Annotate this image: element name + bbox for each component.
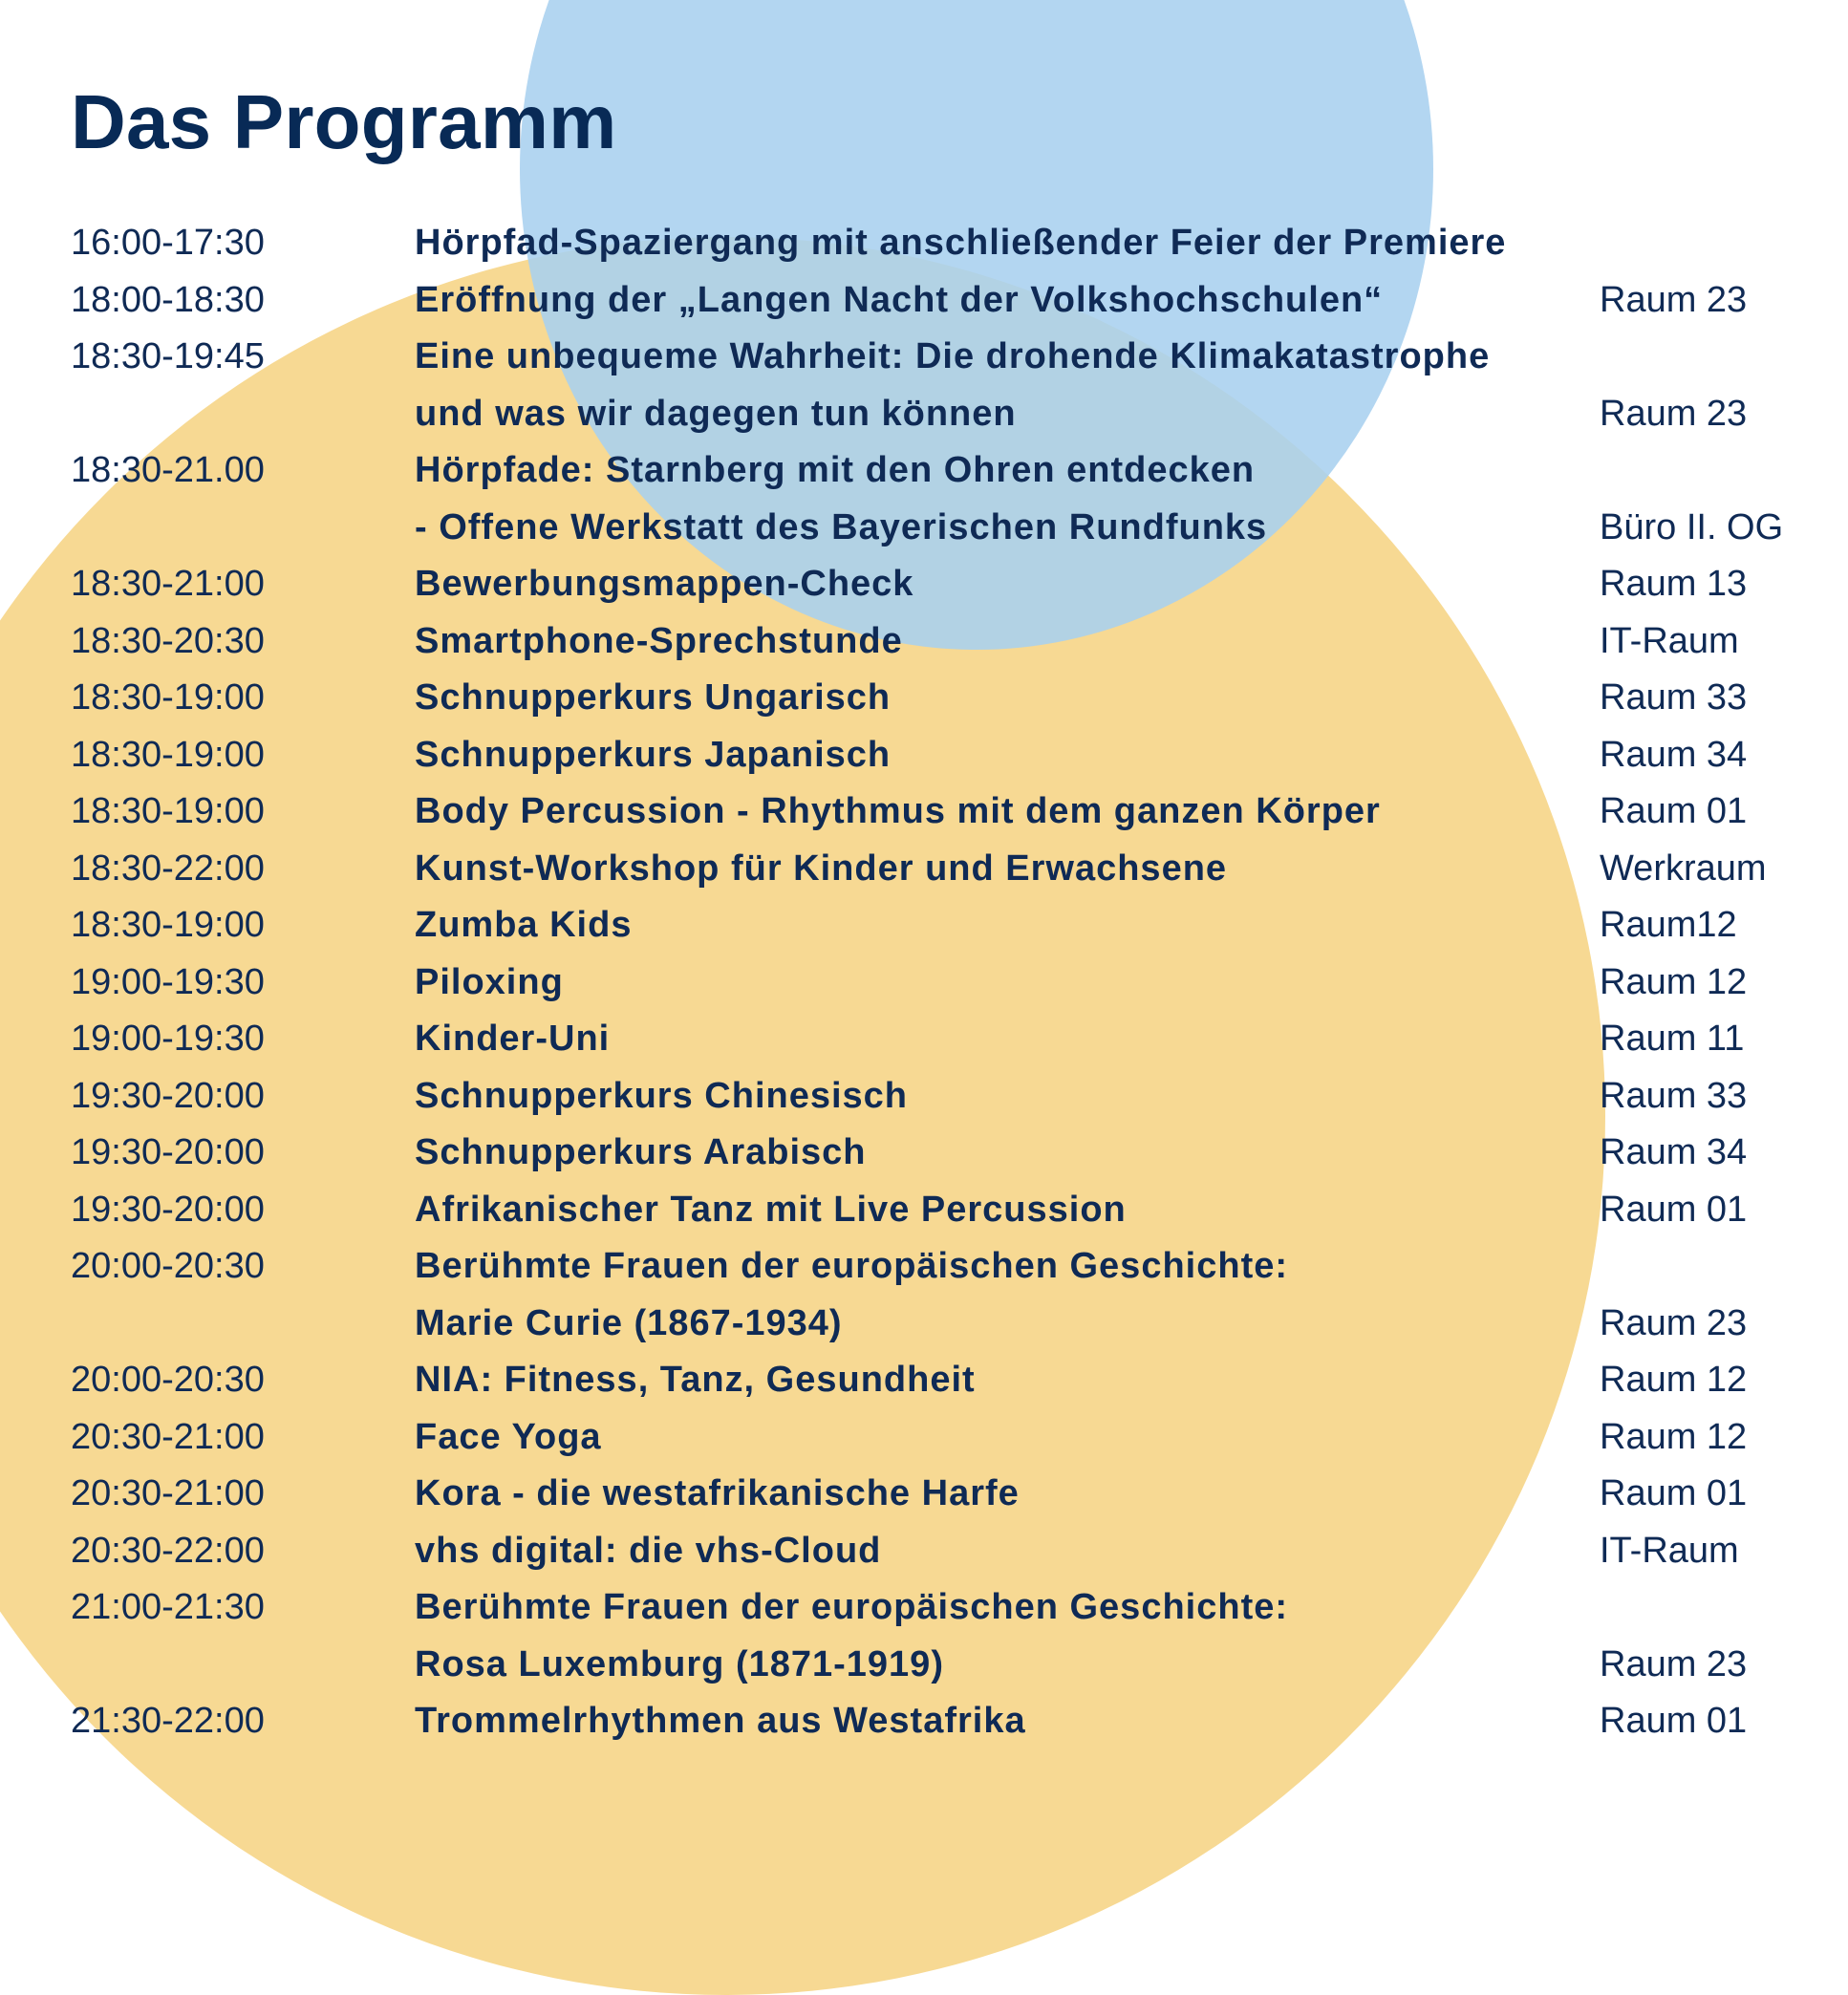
time-slot: 19:30-20:00 [71, 1189, 265, 1230]
event-title-line: Trommelrhythmen aus Westafrika [415, 1701, 1026, 1741]
time-slot: 18:30-20:30 [71, 620, 265, 661]
event-title-line: Berühmte Frauen der europäischen Geschichte: [415, 1587, 1289, 1627]
event-title [415, 670, 1600, 727]
room-cell [1600, 215, 1810, 272]
time-slot: 18:30-19:00 [71, 734, 265, 775]
room-cell [1600, 1068, 1810, 1126]
program-row [71, 1523, 1810, 1580]
event-title-line: Bewerbungsmappen-Check [415, 564, 914, 604]
room-cell [1600, 1409, 1810, 1467]
event-title-line: Hörpfade: Starnberg mit den Ohren entdecken [415, 450, 1256, 490]
time-slot: 18:30-19:00 [71, 677, 265, 718]
event-title [415, 329, 1600, 442]
room-cell [1600, 329, 1810, 442]
room-label: Raum 34 [1600, 1132, 1748, 1172]
room-label: IT-Raum [1600, 1530, 1739, 1571]
program-row [71, 1068, 1810, 1126]
event-title [415, 783, 1600, 841]
event-title [415, 613, 1600, 671]
room-label: Raum 13 [1600, 564, 1748, 604]
event-title [415, 1182, 1600, 1239]
room-label: Raum 12 [1600, 1360, 1748, 1400]
time-slot: 18:30-19:00 [71, 905, 265, 945]
event-title-line: Kora - die westafrikanische Harfe [415, 1473, 1020, 1513]
event-title [415, 272, 1600, 330]
room-cell [1600, 442, 1810, 556]
event-title-line: Hörpfad-Spaziergang mit anschließender Feier der Premiere [415, 223, 1507, 263]
time-slot: 20:30-22:00 [71, 1530, 265, 1571]
time-slot: 20:30-21:00 [71, 1416, 265, 1457]
event-title-line: NIA: Fitness, Tanz, Gesundheit [415, 1360, 976, 1400]
room-label: Büro II. OG [1600, 506, 1784, 547]
time-slot: 18:30-21:00 [71, 564, 265, 604]
time-slot: 18:00-18:30 [71, 279, 265, 320]
program-row [71, 1352, 1810, 1409]
event-title-line: Kunst-Workshop für Kinder und Erwachsene [415, 847, 1228, 889]
room-cell [1600, 1238, 1810, 1352]
program-row [71, 1409, 1810, 1467]
event-title [415, 556, 1600, 613]
room-label: Raum12 [1600, 905, 1737, 945]
event-title [415, 727, 1600, 784]
event-title-line: Schnupperkurs Chinesisch [415, 1075, 909, 1116]
room-label: Raum 23 [1600, 279, 1748, 320]
room-label: Raum 34 [1600, 734, 1748, 775]
event-title [415, 1125, 1600, 1182]
room-cell [1600, 783, 1810, 841]
event-title [415, 1409, 1600, 1467]
program-row [71, 613, 1810, 671]
room-cell [1600, 1523, 1810, 1580]
program-row [71, 1693, 1810, 1750]
event-title [415, 1523, 1600, 1580]
program-row [71, 955, 1810, 1012]
time-slot: 19:00-19:30 [71, 1019, 265, 1059]
room-label: Raum 33 [1600, 677, 1748, 718]
program-row [71, 215, 1810, 272]
time-slot: 19:00-19:30 [71, 961, 265, 1002]
program-row [71, 1466, 1810, 1523]
event-title-line: Schnupperkurs Japanisch [415, 734, 892, 775]
event-title-line: Rosa Luxemburg (1871-1919) [415, 1643, 944, 1684]
program-row [71, 329, 1810, 442]
room-cell [1600, 670, 1810, 727]
event-title-line: und was wir dagegen tun können [415, 393, 1017, 434]
room-cell [1600, 1011, 1810, 1068]
event-title-line: Afrikanischer Tanz mit Live Percussion [415, 1189, 1127, 1230]
event-title [415, 1068, 1600, 1126]
time-slot: 21:00-21:30 [71, 1587, 265, 1627]
program-row [71, 442, 1810, 556]
room-label: Raum 33 [1600, 1075, 1748, 1116]
event-title-line: Face Yoga [415, 1416, 602, 1457]
time-slot: 20:00-20:30 [71, 1246, 265, 1286]
room-cell [1600, 897, 1810, 955]
event-title [415, 215, 1600, 272]
program-list [71, 215, 1810, 1750]
room-label: Raum 01 [1600, 1473, 1748, 1513]
event-title [415, 1693, 1600, 1750]
program-row [71, 1579, 1810, 1693]
room-cell [1600, 1182, 1810, 1239]
room-label: Raum 23 [1600, 1643, 1748, 1684]
room-cell [1600, 613, 1810, 671]
room-label: Raum 12 [1600, 1416, 1748, 1457]
program-row [71, 1125, 1810, 1182]
event-title [415, 1011, 1600, 1068]
program-row [71, 1011, 1810, 1068]
time-slot: 18:30-19:45 [71, 336, 265, 376]
event-title-line: Eröffnung der „Langen Nacht der Volkshochschulen“ [415, 279, 1384, 320]
room-label: Raum 12 [1600, 961, 1748, 1002]
room-label: Raum 01 [1600, 1189, 1748, 1230]
event-title [415, 1352, 1600, 1409]
program-row [71, 841, 1810, 898]
time-slot: 21:30-22:00 [71, 1701, 265, 1741]
program-row [71, 1238, 1810, 1352]
event-title [415, 1466, 1600, 1523]
room-label: IT-Raum [1600, 620, 1739, 661]
event-title-line: Piloxing [415, 961, 564, 1002]
event-title [415, 1579, 1600, 1693]
event-title-line: Kinder-Uni [415, 1019, 611, 1059]
event-title-line: Eine unbequeme Wahrheit: Die drohende Klimakatastrophe [415, 336, 1491, 376]
room-label: Raum 23 [1600, 393, 1748, 434]
event-title-line: Marie Curie (1867-1934) [415, 1302, 843, 1343]
program-row [71, 670, 1810, 727]
room-cell [1600, 556, 1810, 613]
room-cell [1600, 727, 1810, 784]
time-slot: 18:30-22:00 [71, 847, 265, 889]
room-label: Raum 01 [1600, 1701, 1748, 1741]
time-slot: 19:30-20:00 [71, 1132, 265, 1172]
room-cell [1600, 272, 1810, 330]
room-cell [1600, 1579, 1810, 1693]
program-row [71, 556, 1810, 613]
room-cell [1600, 1125, 1810, 1182]
room-cell [1600, 1352, 1810, 1409]
event-title-line: Schnupperkurs Arabisch [415, 1132, 867, 1172]
room-cell [1600, 955, 1810, 1012]
event-title [415, 841, 1600, 898]
event-title [415, 955, 1600, 1012]
event-title-line: Smartphone-Sprechstunde [415, 620, 903, 661]
event-title-line: Schnupperkurs Ungarisch [415, 677, 892, 718]
room-label: Raum 23 [1600, 1302, 1748, 1343]
program-row [71, 727, 1810, 784]
event-title [415, 1238, 1600, 1352]
room-cell [1600, 1466, 1810, 1523]
program-row [71, 783, 1810, 841]
event-title-line: - Offene Werkstatt des Bayerischen Rundfunks [415, 506, 1268, 547]
time-slot: 16:00-17:30 [71, 223, 265, 263]
room-label: Raum 01 [1600, 791, 1748, 831]
time-slot: 18:30-21.00 [71, 450, 265, 490]
event-title [415, 897, 1600, 955]
time-slot: 18:30-19:00 [71, 791, 265, 831]
room-label: Werkraum [1600, 847, 1767, 889]
room-cell [1600, 841, 1810, 898]
event-title-line: vhs digital: die vhs-Cloud [415, 1530, 882, 1571]
program-row [71, 272, 1810, 330]
time-slot: 20:30-21:00 [71, 1473, 265, 1513]
event-title-line: Body Percussion - Rhythmus mit dem ganzen Körper [415, 791, 1381, 831]
program-row [71, 1182, 1810, 1239]
time-slot: 19:30-20:00 [71, 1075, 265, 1116]
room-cell [1600, 1693, 1810, 1750]
program-row [71, 897, 1810, 955]
page-title: Das Programm [71, 79, 617, 164]
event-title [415, 442, 1600, 556]
room-label: Raum 11 [1600, 1019, 1745, 1059]
time-slot: 20:00-20:30 [71, 1360, 265, 1400]
event-title-line: Berühmte Frauen der europäischen Geschichte: [415, 1246, 1289, 1286]
event-title-line: Zumba Kids [415, 905, 633, 945]
